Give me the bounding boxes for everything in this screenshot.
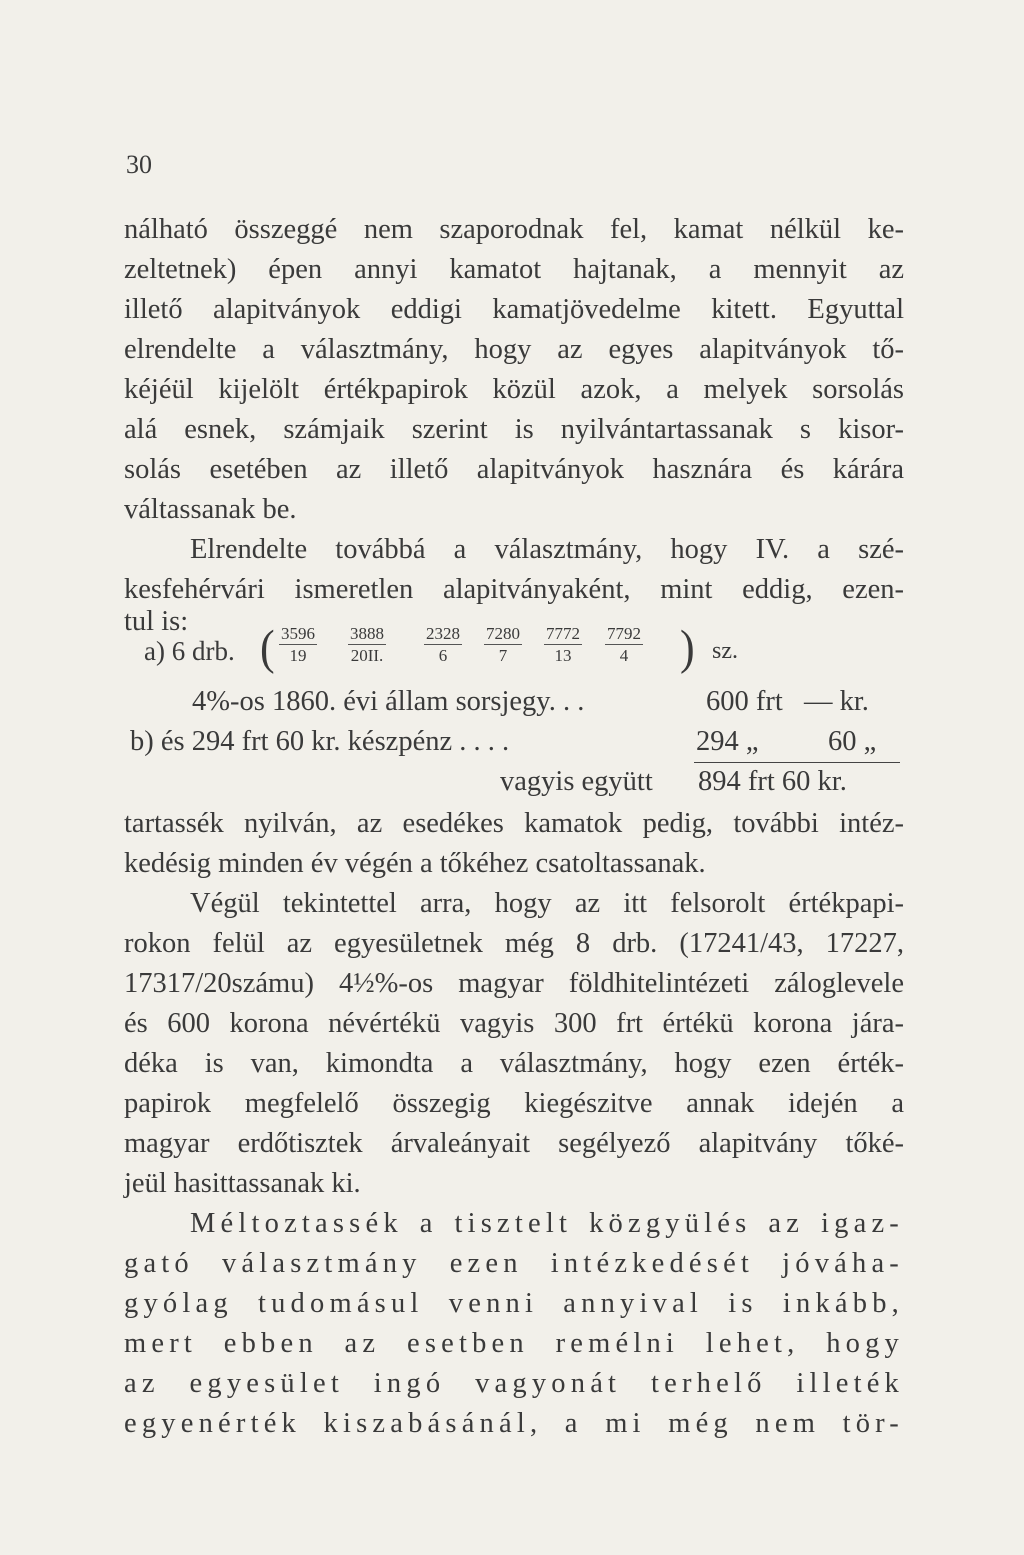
text-line: tul is:: [124, 606, 189, 637]
suffix: sz.: [712, 638, 738, 664]
text-line: rokon felül az egyesületnek még 8 drb. (17241/43, 17227,: [124, 928, 904, 959]
fraction: $\frac{3596}{19}$: [281, 624, 315, 665]
item-kr: — kr.: [804, 686, 869, 717]
text-line: az egyesület ingó vagyonát terhelő illeték: [124, 1368, 904, 1399]
fraction: $\frac{7792}{4}$: [607, 624, 641, 665]
page-number: 30: [126, 150, 152, 179]
text-line: kéjéül kijelölt értékpapirok közül azok, a melyek sorsolás: [124, 374, 904, 405]
fraction: $\frac{7280}{7}$: [486, 624, 520, 665]
text-line: Elrendelte továbbá a választmány, hogy IV. a szé-: [190, 534, 904, 565]
text-line: 17317/20számu) 4½%-os magyar földhitelintézeti záloglevele: [124, 968, 904, 999]
text-line: Végül tekintettel arra, hogy az itt felsorolt értékpapi-: [190, 888, 904, 919]
securities-label: a) 6 drb.: [144, 636, 235, 666]
text-line: kedésig minden év végén a tőkéhez csatoltassanak.: [124, 848, 706, 879]
text-line: tartassék nyilván, az esedékes kamatok pedig, további intéz-: [124, 808, 904, 839]
item-desc: 4%-os 1860. évi állam sorsjegy. . .: [192, 686, 585, 717]
item-kr: 60 „: [828, 726, 877, 757]
total-label: vagyis együtt: [500, 766, 653, 797]
text-line: zeltetnek) épen annyi kamatot hajtanak, a mennyit az: [124, 254, 904, 285]
text-line: papirok megfelelő összegig kiegészitve annak idején a: [124, 1088, 904, 1119]
text-line: solás esetében az illető alapitványok hasznára és kárára: [124, 454, 904, 485]
text-line: nálható összeggé nem szaporodnak fel, kamat nélkül ke-: [124, 214, 904, 245]
close-paren: ): [680, 620, 695, 675]
fraction: $\frac{3888}{20II.}$: [350, 624, 384, 665]
total-value: 894 frt 60 kr.: [698, 766, 847, 797]
text-line: alá esnek, számjaik szerint is nyilvántartassanak s kisor-: [124, 414, 904, 445]
text-line: mert ebben az esetben remélni lehet, hogy: [124, 1328, 904, 1359]
text-line: Méltoztassék a tisztelt közgyülés az igaz-: [190, 1208, 904, 1239]
text-line: gyólag tudomásul venni annyival is inkább,: [124, 1288, 904, 1319]
item-desc: b) és 294 frt 60 kr. készpénz . . . .: [130, 726, 510, 757]
text-line: egyenérték kiszabásánál, a mi még nem tör-: [124, 1408, 904, 1439]
text-line: elrendelte a választmány, hogy az egyes alapitványok tő-: [124, 334, 904, 365]
text-line: váltassanak be.: [124, 494, 297, 525]
sum-rule: [694, 762, 900, 763]
item-frt: 600 frt: [706, 686, 783, 717]
text-line: magyar erdőtisztek árvaleányait segélyező alapitvány tőké-: [124, 1128, 904, 1159]
fraction: $\frac{2328}{6}$: [426, 624, 460, 665]
text-line: kesfehérvári ismeretlen alapitványaként, mint eddig, ezen-: [124, 574, 904, 605]
open-paren: (: [260, 620, 275, 675]
text-line: déka is van, kimondta a választmány, hogy ezen érték-: [124, 1048, 904, 1079]
text-line: gató választmány ezen intézkedését jóváha-: [124, 1248, 904, 1279]
text-line: és 600 korona névértékü vagyis 300 frt értékü korona jára-: [124, 1008, 904, 1039]
item-frt: 294 „: [696, 726, 759, 757]
fraction: $\frac{7772}{13}$: [546, 624, 580, 665]
text-line: jeül hasittassanak ki.: [124, 1168, 361, 1199]
text-line: illető alapitványok eddigi kamatjövedelme kitett. Egyuttal: [124, 294, 904, 325]
